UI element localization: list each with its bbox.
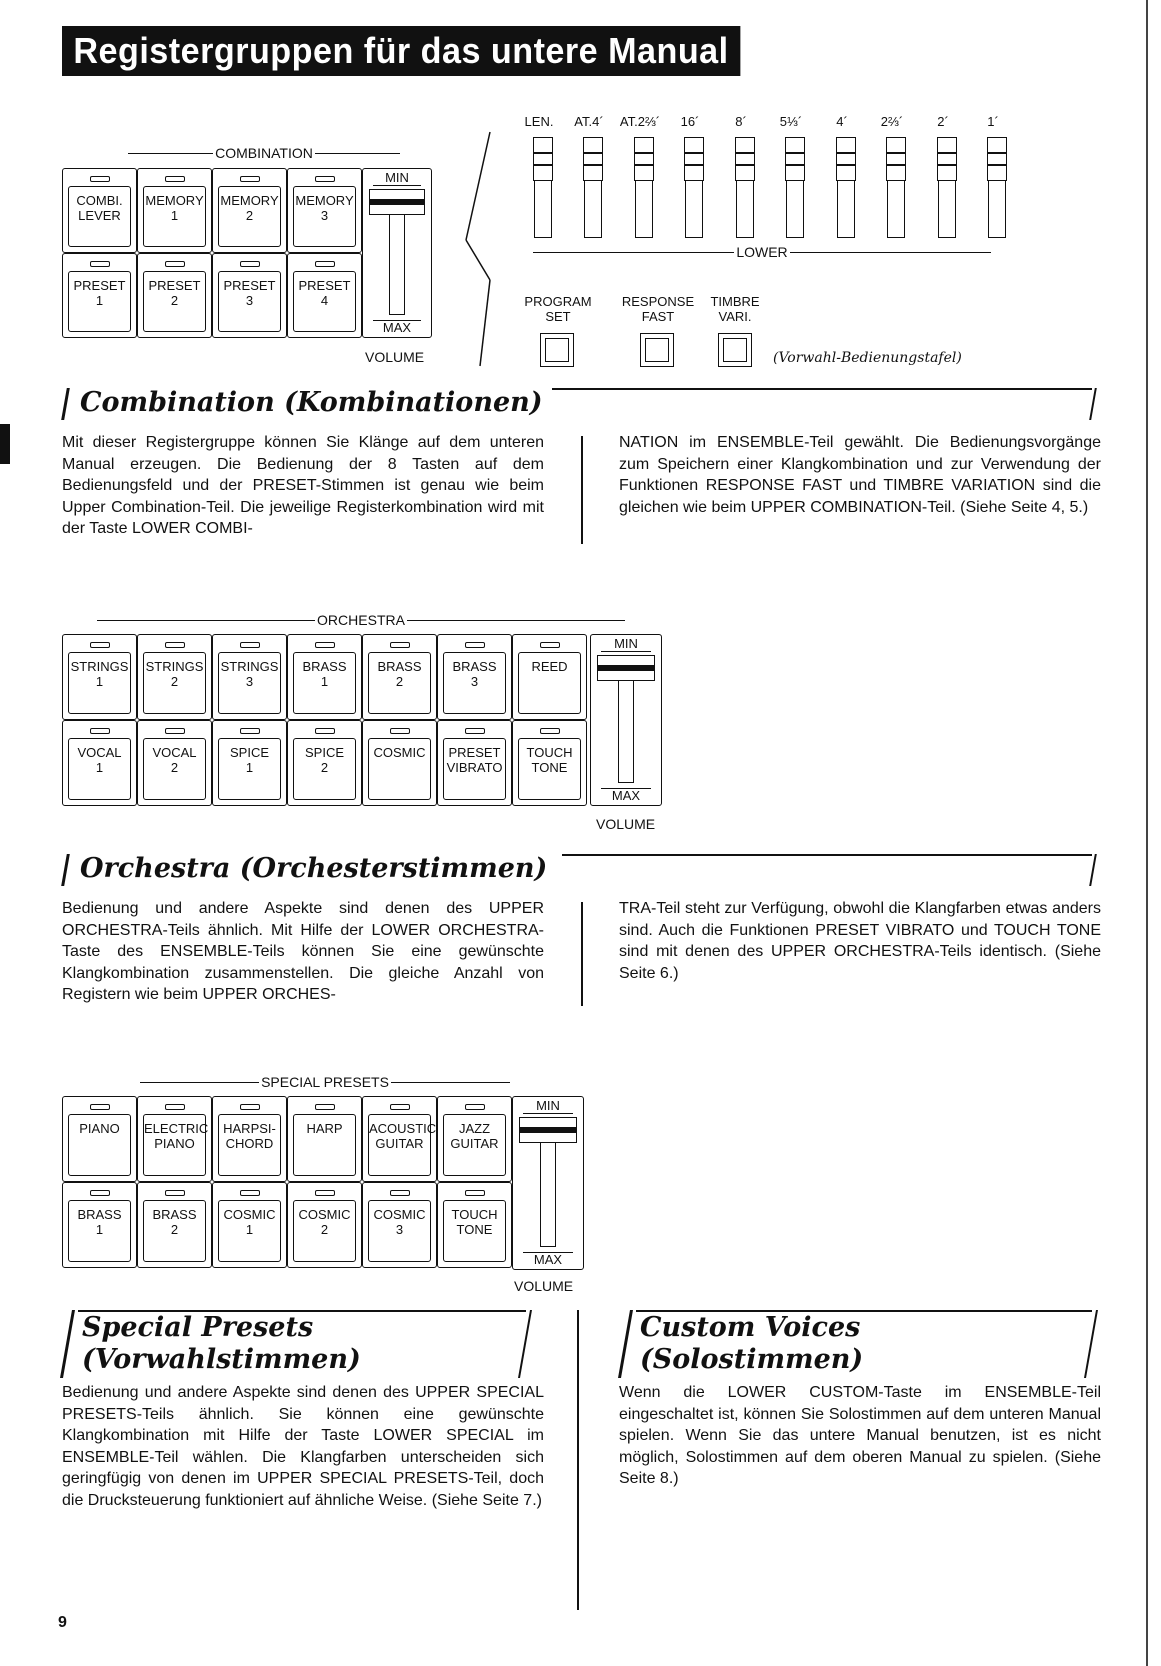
volume-handle[interactable] (369, 189, 425, 215)
led-indicator (390, 1104, 410, 1110)
combination-volume-label: VOLUME (365, 349, 425, 365)
led-indicator (240, 728, 260, 734)
strings-1-button[interactable] (62, 634, 137, 720)
volume-track (540, 1135, 556, 1247)
program-set-button[interactable] (540, 333, 574, 367)
drawbar[interactable] (584, 138, 602, 238)
button-label: TOUCH TONE (443, 1200, 506, 1262)
page-number: 9 (58, 1614, 67, 1631)
orchestra-heading-row (62, 852, 1098, 888)
led-indicator (465, 642, 485, 648)
drawbar-knob[interactable] (634, 137, 654, 181)
volume-min-label: MIN (601, 637, 651, 652)
drawbar-label: 4´ (836, 114, 848, 129)
touch-tone-button[interactable] (512, 720, 587, 806)
led-indicator (90, 728, 110, 734)
drawbar[interactable] (736, 138, 754, 238)
response-fast-button[interactable] (640, 333, 674, 367)
drawbar-label: 2⅔´ (880, 114, 904, 129)
orchestra-heading: Orchestra (Orchesterstimmen) (80, 853, 548, 884)
led-indicator (315, 728, 335, 734)
combination-text-left: Mit dieser Registergruppe können Sie Klänge auf dem unteren Manual erzeugen. Die Bedienung der 8 Tasten auf dem Bedienungsfeld und der PRESET-Stimmen ist genau wie beim Upper Combination-Teil. Die jeweilige Registerkombination wird mit der Taste LOWER COMBI- (62, 434, 544, 537)
button-label: STRINGS 3 (218, 652, 281, 714)
combi-lever-button[interactable] (62, 168, 137, 253)
button-label: SPICE 1 (218, 738, 281, 800)
drawbar-label: 16´ (680, 114, 700, 129)
combination-buttons (62, 168, 362, 338)
drawbar[interactable] (988, 138, 1006, 238)
led-indicator (315, 1104, 335, 1110)
orchestra-text-right: TRA-Teil steht zur Verfügung, obwohl die Klangfarben etwas anders sind. Auch die Funktionen PRESET VIBRATO und TOUCH TONE sind mit denen des UPPER ORCHESTRA-Teils identisch. (Siehe Seite 6.) (619, 900, 1101, 982)
special-presets-volume-slider[interactable] (512, 1096, 584, 1270)
drawbar[interactable] (635, 138, 653, 238)
brass-2-button[interactable] (362, 634, 437, 720)
margin-tab-mark (0, 424, 10, 464)
volume-min-label: MIN (373, 171, 421, 186)
button-label: PRESET 4 (293, 271, 356, 332)
harp-button[interactable] (287, 1096, 362, 1182)
heading-slash-end (518, 1310, 532, 1378)
button-label: BRASS 2 (143, 1200, 206, 1262)
button-label: ACOUSTIC GUITAR (368, 1114, 431, 1176)
drawbar-label: 5⅓´ (779, 114, 803, 129)
drawbar-knob[interactable] (886, 137, 906, 181)
button-label: MEMORY 3 (293, 186, 356, 247)
volume-min-label: MIN (523, 1099, 573, 1114)
piano-button[interactable] (62, 1096, 137, 1182)
heading-rule (78, 1310, 526, 1312)
preset-2-button[interactable] (137, 253, 212, 338)
combination-heading: Combination (Kombinationen) (80, 387, 543, 418)
button-label: COSMIC 2 (293, 1200, 356, 1262)
drawbar-label: 2´ (937, 114, 949, 129)
button-label: STRINGS 2 (143, 652, 206, 714)
led-indicator (315, 176, 335, 182)
led-indicator (165, 642, 185, 648)
led-indicator (315, 261, 335, 267)
memory-3-button[interactable] (287, 168, 362, 253)
button-label: REED (518, 652, 581, 714)
button-label: COSMIC (368, 738, 431, 800)
brass-1-button[interactable] (287, 634, 362, 720)
volume-handle[interactable] (597, 655, 655, 681)
button-label: PRESET 3 (218, 271, 281, 332)
combination-caption-text: COMBINATION (215, 145, 313, 161)
volume-max-label: MAX (373, 320, 421, 335)
preset-4-button[interactable] (287, 253, 362, 338)
button-label: PRESET 2 (143, 271, 206, 332)
acoustic-guitar-button[interactable] (362, 1096, 437, 1182)
drawbar-label: AT.2⅔´ (619, 114, 661, 129)
button-label: MEMORY 2 (218, 186, 281, 247)
timbre-vari-label: TIMBRE VARI. (710, 294, 760, 324)
brass-2-button[interactable] (137, 1182, 212, 1268)
timbre-vari-button[interactable] (718, 333, 752, 367)
combination-text-right: NATION im ENSEMBLE-Teil gewählt. Die Bedienungsvorgänge zum Speichern einer Klangkombination und zur Verwendung der Funktionen RESPONSE FAST und TIMBRE VARIATION sind die gleichen wie beim UPPER COMBINATION-Teil. (Siehe Seite 4, 5.) (619, 434, 1101, 516)
drawbar-label: 1´ (987, 114, 999, 129)
drawbar[interactable] (685, 138, 703, 238)
right-edge-line (1146, 0, 1148, 1666)
drawbar[interactable] (887, 138, 905, 238)
heading-rule (562, 854, 1092, 856)
button-label: COSMIC 3 (368, 1200, 431, 1262)
drawbar-knob[interactable] (987, 137, 1007, 181)
cosmic-1-button[interactable] (212, 1182, 287, 1268)
led-indicator (90, 642, 110, 648)
memory-1-button[interactable] (137, 168, 212, 253)
orchestra-caption (97, 612, 625, 628)
led-indicator (165, 261, 185, 267)
reed-button[interactable] (512, 634, 587, 720)
button-label: BRASS 2 (368, 652, 431, 714)
jazz-guitar-button[interactable] (437, 1096, 512, 1182)
drawbar-knob[interactable] (684, 137, 704, 181)
button-label: ELECTRIC PIANO (143, 1114, 206, 1176)
led-indicator (90, 1190, 110, 1196)
led-indicator (90, 176, 110, 182)
drawbar[interactable] (786, 138, 804, 238)
orchestra-caption-text: ORCHESTRA (317, 612, 405, 628)
button-label: PIANO (68, 1114, 131, 1176)
button-label: VOCAL 1 (68, 738, 131, 800)
vocal-2-button[interactable] (137, 720, 212, 806)
heading-rule (552, 388, 1092, 390)
drawbar[interactable] (534, 138, 552, 238)
led-indicator (390, 728, 410, 734)
cosmic-button[interactable] (362, 720, 437, 806)
special-presets-volume-label: VOLUME (514, 1278, 574, 1294)
combination-heading-row (62, 386, 1098, 422)
cosmic-3-button[interactable] (362, 1182, 437, 1268)
orchestra-volume-label: VOLUME (596, 816, 656, 832)
preset-panel-note: (Vorwahl-Bedienungstafel) (773, 350, 962, 366)
harpsichord-button[interactable] (212, 1096, 287, 1182)
electric-piano-button[interactable] (137, 1096, 212, 1182)
bracket-divider (460, 130, 530, 370)
led-indicator (315, 642, 335, 648)
heading-rule (636, 1310, 1092, 1312)
button-label: BRASS 3 (443, 652, 506, 714)
drawbar-knob[interactable] (836, 137, 856, 181)
heading-slash (61, 388, 70, 420)
drawbar-knob[interactable] (583, 137, 603, 181)
strings-2-button[interactable] (137, 634, 212, 720)
preset-vibrato-button[interactable] (437, 720, 512, 806)
column-divider (581, 902, 583, 1006)
cosmic-2-button[interactable] (287, 1182, 362, 1268)
button-label: VOCAL 2 (143, 738, 206, 800)
led-indicator (165, 176, 185, 182)
led-indicator (240, 642, 260, 648)
volume-max-label: MAX (523, 1252, 573, 1267)
button-label: HARPSI- CHORD (218, 1114, 281, 1176)
response-fast-label: RESPONSE FAST (621, 294, 695, 324)
button-label: BRASS 1 (68, 1200, 131, 1262)
led-indicator (90, 261, 110, 267)
page-title: Registergruppen für das untere Manual (62, 26, 740, 76)
custom-heading-row (620, 1308, 1098, 1380)
spice-2-button[interactable] (287, 720, 362, 806)
button-label: SPICE 2 (293, 738, 356, 800)
led-indicator (90, 1104, 110, 1110)
orchestra-volume-slider[interactable] (590, 634, 662, 806)
led-indicator (240, 261, 260, 267)
led-indicator (315, 1190, 335, 1196)
led-indicator (390, 642, 410, 648)
button-label: JAZZ GUITAR (443, 1114, 506, 1176)
led-indicator (540, 642, 560, 648)
button-label: MEMORY 1 (143, 186, 206, 247)
button-label: PRESET 1 (68, 271, 131, 332)
led-indicator (465, 1190, 485, 1196)
lower-caption (533, 244, 991, 260)
preset-1-button[interactable] (62, 253, 137, 338)
volume-track (618, 673, 634, 783)
special-presets-heading: Special Presets (Vorwahlstimmen) (82, 1312, 361, 1375)
preset-3-button[interactable] (212, 253, 287, 338)
button-label: HARP (293, 1114, 356, 1176)
special-presets-caption-text: SPECIAL PRESETS (261, 1074, 389, 1090)
touch-tone-button[interactable] (437, 1182, 512, 1268)
special-presets-text: Bedienung und andere Aspekte sind denen des UPPER SPECIAL PRESETS-Teils ähnlich. Sie können eine gewünschte Klangkombination mit Hilfe der Taste LOWER SPECIAL im ENSEMBLE-Teil wählen. Die Klangfarben unterscheiden sich geringfügig von denen im UPPER SPECIAL PRESETS-Teil, doch die Drucksteuerung funktioniert auf ähnliche Weise. (Siehe Seite 7.) (62, 1384, 544, 1509)
drawbar[interactable] (938, 138, 956, 238)
button-label: BRASS 1 (293, 652, 356, 714)
led-indicator (465, 728, 485, 734)
heading-slash (618, 1310, 633, 1378)
brass-3-button[interactable] (437, 634, 512, 720)
button-label: STRINGS 1 (68, 652, 131, 714)
drawbar-label: 8´ (735, 114, 747, 129)
special-presets-caption (140, 1074, 510, 1090)
button-label: TOUCH TONE (518, 738, 581, 800)
drawbar-label: AT.4´ (574, 114, 604, 129)
heading-slash-end (1089, 388, 1097, 420)
led-indicator (240, 1190, 260, 1196)
drawbar-label: LEN. (524, 114, 554, 129)
orchestra-buttons (62, 634, 587, 806)
led-indicator (390, 1190, 410, 1196)
button-label: COMBI. LEVER (68, 186, 131, 247)
vocal-1-button[interactable] (62, 720, 137, 806)
column-divider (581, 436, 583, 544)
column-divider (577, 1310, 579, 1610)
lower-caption-text: LOWER (736, 244, 788, 260)
memory-2-button[interactable] (212, 168, 287, 253)
heading-slash-end (1089, 854, 1097, 886)
led-indicator (465, 1104, 485, 1110)
drawbar-knob[interactable] (735, 137, 755, 181)
heading-slash (61, 854, 70, 886)
combination-caption (128, 145, 400, 161)
led-indicator (165, 1190, 185, 1196)
led-indicator (540, 728, 560, 734)
led-indicator (165, 728, 185, 734)
drawbar-knob[interactable] (533, 137, 553, 181)
button-label: PRESET VIBRATO (443, 738, 506, 800)
led-indicator (165, 1104, 185, 1110)
orchestra-text-left: Bedienung und andere Aspekte sind denen des UPPER ORCHESTRA-Teils ähnlich. Mit Hilfe der LOWER ORCHESTRA-Taste des ENSEMBLE-Teils können Sie eine gewünschte Klangkombination zusammenstellen. Die gleiche Anzahl von Registern wie beim UPPER ORCHES- (62, 900, 544, 1003)
strings-3-button[interactable] (212, 634, 287, 720)
led-indicator (240, 1104, 260, 1110)
brass-1-button[interactable] (62, 1182, 137, 1268)
button-label: COSMIC 1 (218, 1200, 281, 1262)
drawbar[interactable] (837, 138, 855, 238)
special-heading-row (62, 1308, 532, 1380)
custom-voices-text: Wenn die LOWER CUSTOM-Taste im ENSEMBLE-Teil eingeschaltet ist, können Sie Solostimmen auf dem unteren Manual spielen. Wenn Sie das untere Manual benutzen, ist es nicht möglich, Solostimmen auf dem oberen Manual zu spielen. (Siehe Seite 8.) (619, 1384, 1101, 1487)
combination-volume-slider[interactable] (362, 168, 432, 338)
led-indicator (240, 176, 260, 182)
program-set-label: PROGRAM SET (524, 294, 592, 324)
volume-track (389, 207, 405, 315)
volume-max-label: MAX (601, 788, 651, 803)
special-presets-buttons (62, 1096, 512, 1268)
spice-1-button[interactable] (212, 720, 287, 806)
drawbar-knob[interactable] (937, 137, 957, 181)
drawbar-knob[interactable] (785, 137, 805, 181)
custom-voices-heading: Custom Voices (Solostimmen) (640, 1312, 864, 1375)
volume-handle[interactable] (519, 1117, 577, 1143)
heading-slash (60, 1310, 75, 1378)
heading-slash-end (1084, 1310, 1098, 1378)
